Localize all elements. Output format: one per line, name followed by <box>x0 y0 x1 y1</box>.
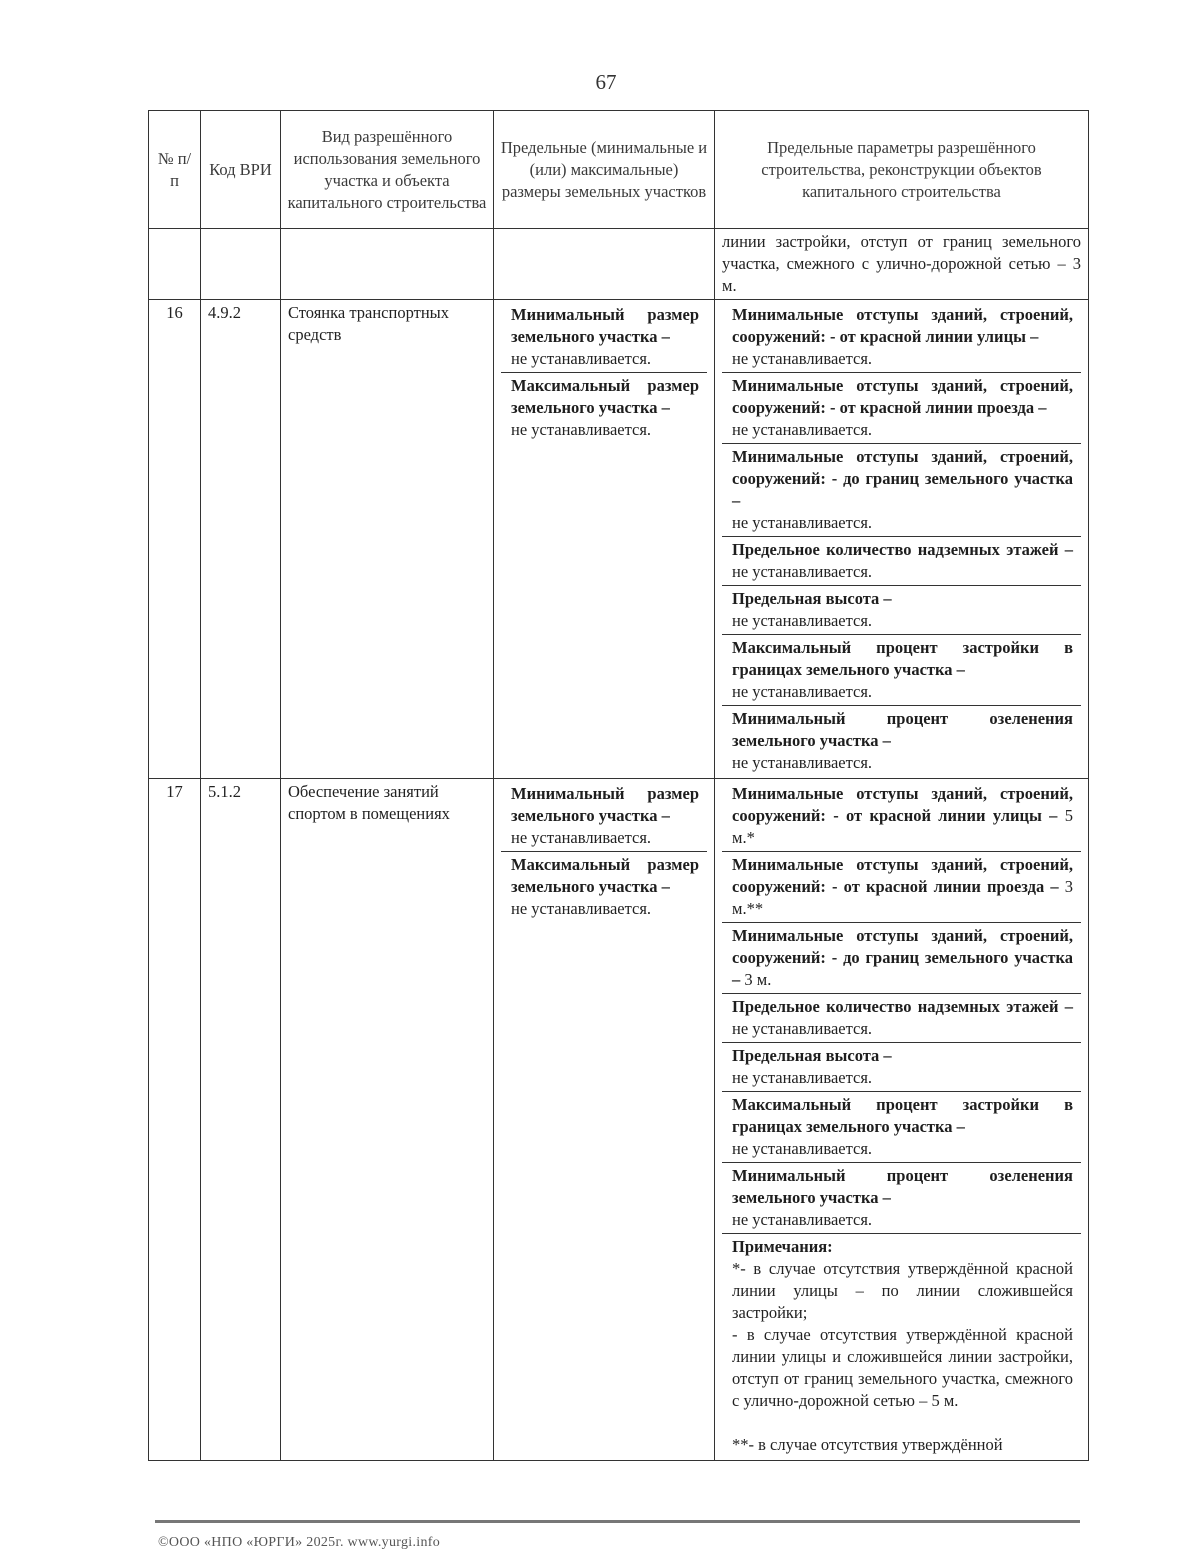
param-item: Минимальные отступы зданий, строений, сооружений: - до границ земельного участка – не устанавливается. <box>722 444 1081 537</box>
param-item: Предельная высота – не устанавливается. <box>722 586 1081 635</box>
row-number: 17 <box>149 779 201 1461</box>
params-list <box>722 302 1081 776</box>
empty-cell <box>281 229 494 300</box>
table-row-17 <box>149 779 1089 1461</box>
regulations-table <box>148 110 1089 1461</box>
params-list <box>722 781 1081 1458</box>
header-sizes: Предельные (минимальные и (или) максимальные) размеры земельных участков <box>494 111 715 229</box>
param-item: Максимальный процент застройки в границах земельного участка – не устанавливается. <box>722 635 1081 706</box>
param-item: Предельная высота – не устанавливается. <box>722 1043 1081 1092</box>
notes-title: Примечания: <box>732 1237 833 1256</box>
footer-copyright: ©ООО «НПО «ЮРГИ» 2025г. www.yurgi.info <box>158 1535 441 1549</box>
size-item: Максимальный размер земельного участка – не устанавливается. <box>511 855 699 918</box>
param-item: Минимальный процент озеленения земельного участка – не устанавливается. <box>732 709 1073 772</box>
param-item: Минимальный процент озеленения земельного участка – не устанавливается. <box>722 1163 1081 1234</box>
header-params: Предельные параметры разрешённого строительства, реконструкции объектов капитального строительства <box>715 111 1089 229</box>
param-item: Предельное количество надземных этажей – не устанавливается. <box>722 537 1081 586</box>
header-code: Код ВРИ <box>201 111 281 229</box>
size-item: Минимальный размер земельного участка – не устанавливается. <box>501 302 707 373</box>
empty-cell <box>494 229 715 300</box>
row-vri: Стоянка транспортных средств <box>281 300 494 779</box>
notes-block <box>722 1234 1081 1459</box>
row-code: 5.1.2 <box>201 779 281 1461</box>
row-params <box>715 300 1089 779</box>
header-num: № п/п <box>149 111 201 229</box>
param-item: Минимальные отступы зданий, строений, сооружений: - от красной линии проезда – 3 м.** <box>722 852 1081 923</box>
header-vri: Вид разрешённого использования земельного участка и объекта капитального строительства <box>281 111 494 229</box>
table-row-continuation <box>149 229 1089 300</box>
note-item: - в случае отсутствия утверждённой красной линии улицы и сложившейся линии застройки, отступ от границ земельного участка, смежного с улично-дорожной сетью – 5 м. <box>732 1325 1073 1410</box>
sizes-list <box>501 302 707 443</box>
param-item: Минимальные отступы зданий, строений, сооружений: - до границ земельного участка – 3 м. <box>722 923 1081 994</box>
size-item: Минимальный размер земельного участка – не устанавливается. <box>501 781 707 852</box>
footer-divider <box>155 1520 1080 1523</box>
param-item: Максимальный процент застройки в границах земельного участка – не устанавливается. <box>722 1092 1081 1163</box>
row-number: 16 <box>149 300 201 779</box>
param-item: Минимальные отступы зданий, строений, сооружений: - от красной линии улицы – 5 м.* <box>722 781 1081 852</box>
size-item: Максимальный размер земельного участка – не устанавливается. <box>511 376 699 439</box>
sizes-list <box>501 781 707 922</box>
param-item: Предельное количество надземных этажей – не устанавливается. <box>722 994 1081 1043</box>
note-item: **- в случае отсутствия утверждённой <box>732 1435 1003 1454</box>
row-params <box>715 779 1089 1461</box>
row-sizes <box>494 779 715 1461</box>
param-item: Минимальные отступы зданий, строений, сооружений: - от красной линии проезда – не устанавливается. <box>722 373 1081 444</box>
row-code: 4.9.2 <box>201 300 281 779</box>
row-vri: Обеспечение занятий спортом в помещениях <box>281 779 494 1461</box>
table-row-16 <box>149 300 1089 779</box>
page-number: 67 <box>595 70 617 94</box>
empty-cell <box>201 229 281 300</box>
row-sizes <box>494 300 715 779</box>
table-header-row <box>149 111 1089 229</box>
continuation-text: линии застройки, отступ от границ земельного участка, смежного с улично-дорожной сетью – 3 м. <box>715 229 1089 300</box>
param-item: Минимальные отступы зданий, строений, сооружений: - от красной линии улицы – не устанавливается. <box>722 302 1081 373</box>
note-item: *- в случае отсутствия утверждённой красной линии улицы – по линии сложившейся застройки; <box>732 1259 1073 1322</box>
empty-cell <box>149 229 201 300</box>
